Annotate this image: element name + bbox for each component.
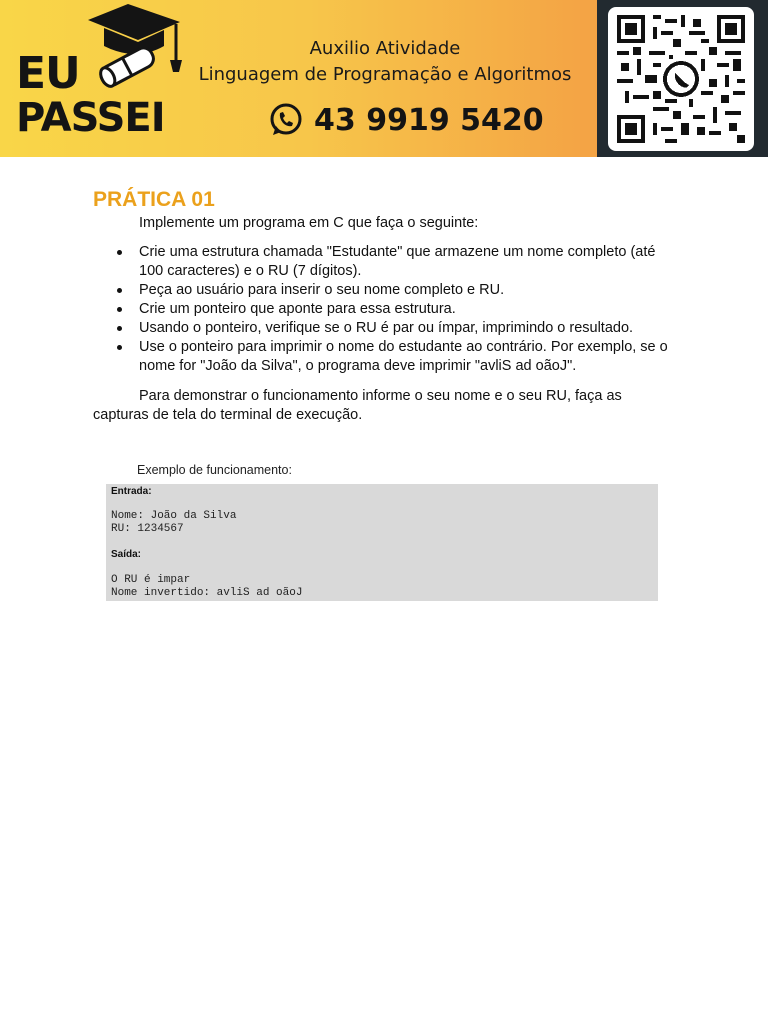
- terminal-line: O RU é impar: [111, 574, 191, 586]
- requirements-list: [114, 243, 679, 376]
- banner-title: Auxilio Atividade: [309, 38, 461, 59]
- practice-heading: PRÁTICA 01: [93, 188, 215, 211]
- terminal-example: [106, 484, 658, 601]
- list-item: Crie um ponteiro que aponte para essa estrutura.: [114, 300, 679, 319]
- logo-text-eu: EU: [16, 48, 80, 99]
- phone-number: 43 9919 5420: [314, 102, 544, 138]
- bullet-icon: [117, 288, 122, 293]
- list-item: Use o ponteiro para imprimir o nome do estudante ao contrário. Por exemplo, se o nome for "João da Silva", o programa deve imprimir "avliS ad oãoJ".: [114, 338, 679, 376]
- bullet-icon: [117, 345, 122, 350]
- whatsapp-icon: [268, 102, 304, 138]
- banner-subtitle: Linguagem de Programação e Algoritmos: [198, 64, 572, 85]
- input-label: Entrada:: [111, 486, 152, 497]
- instructions-paragraph: Para demonstrar o funcionamento informe o seu nome e o seu RU, faça as capturas de tela do terminal de execução.: [93, 388, 622, 423]
- qr-card[interactable]: [608, 7, 754, 151]
- intro-text: Implemente um programa em C que faça o seguinte:: [139, 215, 479, 231]
- output-label: Saída:: [111, 549, 142, 560]
- qr-panel: [597, 0, 768, 157]
- list-item: Peça ao usuário para inserir o seu nome completo e RU.: [114, 281, 679, 300]
- terminal-line: Nome invertido: avliS ad oãoJ: [111, 587, 303, 599]
- bullet-icon: [117, 250, 122, 255]
- terminal-line: RU: 1234567: [111, 523, 184, 535]
- qr-code-icon: [617, 15, 745, 143]
- example-caption: Exemplo de funcionamento:: [137, 463, 292, 477]
- header-banner: [0, 0, 768, 157]
- phone-contact[interactable]: [268, 100, 544, 140]
- bullet-icon: [117, 326, 122, 331]
- logo-text-passei: PASSEI: [16, 95, 165, 141]
- bullet-icon: [117, 307, 122, 312]
- list-item: Usando o ponteiro, verifique se o RU é par ou ímpar, imprimindo o resultado.: [114, 319, 679, 338]
- terminal-line: Nome: João da Silva: [111, 510, 237, 522]
- list-item: Crie uma estrutura chamada "Estudante" que armazene um nome completo (até 100 caracteres) e o RU (7 dígitos).: [114, 243, 679, 281]
